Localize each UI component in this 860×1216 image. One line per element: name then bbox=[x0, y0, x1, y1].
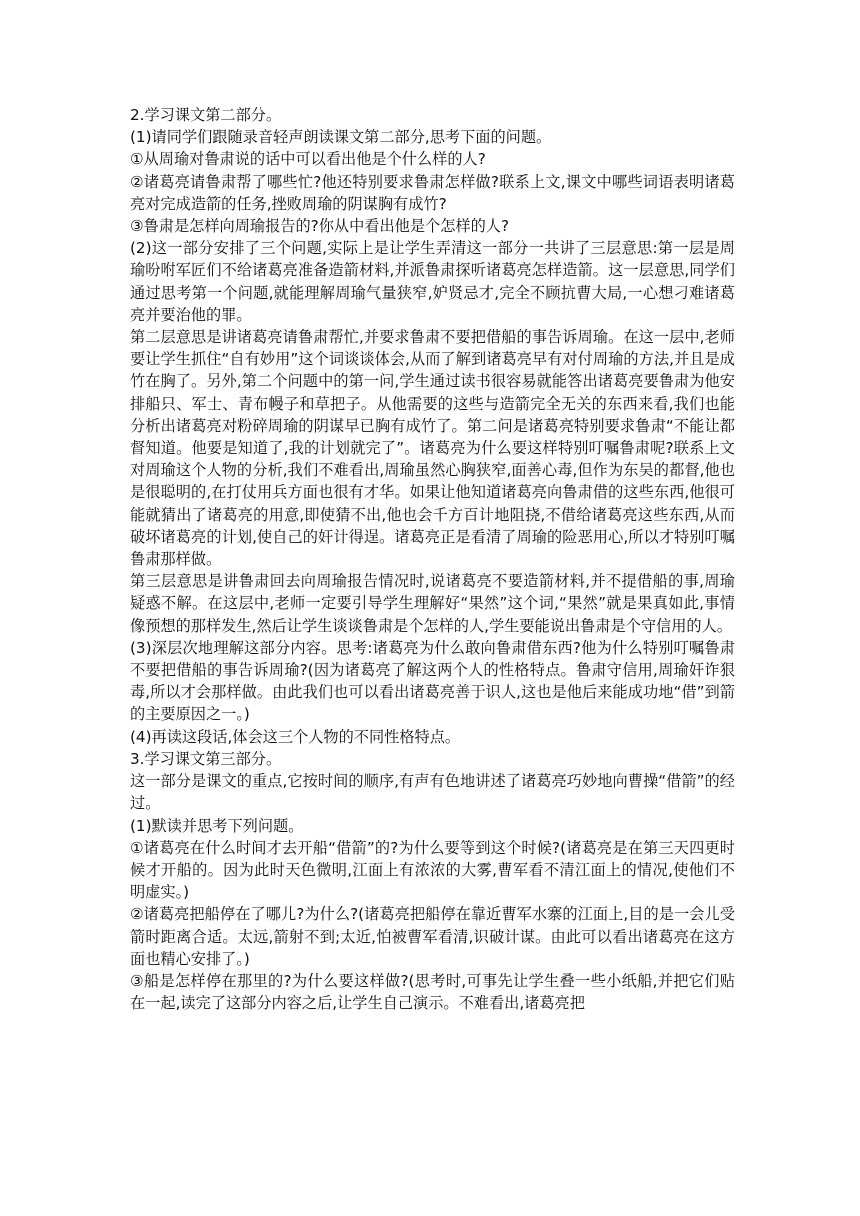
question-item: ①从周瑜对鲁肃说的话中可以看出他是个什么样的人? bbox=[130, 150, 486, 169]
question-item: ②诸葛亮请鲁肃帮了哪些忙?他还特别要求鲁肃怎样做?联系上文,课文中哪些词语表明诸葛亮对完成造箭的任务,挫败周瑜的阴谋胸有成竹? bbox=[130, 172, 735, 213]
body-paragraph: 这一部分是课文的重点,它按时间的顺序,有声有色地讲述了诸葛亮巧妙地向曹操“借箭”的经过。 bbox=[130, 772, 735, 813]
section-heading: 3.学习课文第三部分。 bbox=[130, 749, 282, 768]
body-paragraph: (2)这一部分安排了三个问题,实际上是让学生弄清这一部分一共讲了三层意思:第一层是周瑜吩咐军匠们不给诸葛亮准备造箭材料,并派鲁肃探听诸葛亮怎样造箭。这一层意思,同学们通过思考第一个问题,就能理解周瑜气量狭窄,妒贤忌才,完全不顾抗曹大局,一心想刁难诸葛亮并要治他的罪。 bbox=[130, 239, 735, 324]
question-intro: (1)请同学们跟随录音轻声朗读课文第二部分,思考下面的问题。 bbox=[130, 128, 552, 147]
section-heading: 2.学习课文第二部分。 bbox=[130, 106, 282, 124]
document-page bbox=[130, 104, 735, 1014]
question-item: ③船是怎样停在那里的?为什么要这样做?(思考时,可事先让学生叠一些小纸船,并把它们贴在一起,读完了这部分内容之后,让学生自己演示。不难看出,诸葛亮把 bbox=[130, 971, 735, 1013]
body-paragraph: (3)深层次地理解这部分内容。思考:诸葛亮为什么敢向鲁肃借东西?他为什么特别叮嘱鲁肃不要把借船的事告诉周瑜?(因为诸葛亮了解这两个人的性格特点。鲁肃守信用,周瑜奸诈狠毒,所以才会那样做。由此我们也可以看出诸葛亮善于识人,这也是他后来能成功地“借”到箭的主要原因之一。) bbox=[130, 638, 735, 724]
question-item: ①诸葛亮在什么时间才去开船“借箭”的?为什么要等到这个时候?(诸葛亮是在第三天四更时候才开船的。因为此时天色微明,江面上有浓浓的大雾,曹军看不清江面上的情况,使他们不明虚实。) bbox=[130, 838, 735, 902]
question-item: ②诸葛亮把船停在了哪儿?为什么?(诸葛亮把船停在靠近曹军水寨的江面上,目的是一会儿受箭时距离合适。太远,箭射不到;太近,怕被曹军看清,识破计谋。由此可以看出诸葛亮在这方面也精心安排了。) bbox=[130, 905, 735, 968]
body-paragraph: (4)再读这段话,体会这三个人物的不同性格特点。 bbox=[130, 727, 461, 746]
body-paragraph: 第二层意思是讲诸葛亮请鲁肃帮忙,并要求鲁肃不要把借船的事告诉周瑜。在这一层中,老师要让学生抓住“自有妙用”这个词谈谈体会,从而了解到诸葛亮早有对付周瑜的方法,并且是成竹在胸了。另外,第二个问题中的第一问,学生通过读书很容易就能答出诸葛亮要鲁肃为他安排船只、军士、青布幔子和草把子。从他需要的这些与造箭完全无关的东西来看,我们也能分析出诸葛亮对粉碎周瑜的阴谋早已胸有成竹了。第二问是诸葛亮特别要求鲁肃“不能让都督知道。他要是知道了,我的计划就完了”。诸葛亮为什么要这样特别叮嘱鲁肃呢?联系上文对周瑜这个人物的分析,我们不难看出,周瑜虽然心胸狭窄,面善心毒,但作为东吴的都督,他也是很聪明的,在打仗用兵方面也很有才华。如果让他知道诸葛亮向鲁肃借的这些东西,他很可能就猜出了诸葛亮的用意,即使猜不出,他也会千方百计地阻挠,不借给诸葛亮这些东西,从而破坏诸葛亮的计划,使自己的奸计得逞。诸葛亮正是看清了周瑜的险恶用心,所以才特别叮嘱鲁肃那样做。 bbox=[130, 328, 735, 569]
question-intro: (1)默读并思考下列问题。 bbox=[130, 816, 304, 835]
body-paragraph: 第三层意思是讲鲁肃回去向周瑜报告情况时,说诸葛亮不要造箭材料,并不提借船的事,周瑜疑惑不解。在这层中,老师一定要引导学生理解好“果然”这个词,“果然”就是果真如此,事情像预想的那样发生,然后让学生谈谈鲁肃是个怎样的人,学生要能说出鲁肃是个守信用的人。 bbox=[130, 572, 735, 635]
question-item: ③鲁肃是怎样向周瑜报告的?你从中看出他是个怎样的人? bbox=[130, 217, 510, 236]
